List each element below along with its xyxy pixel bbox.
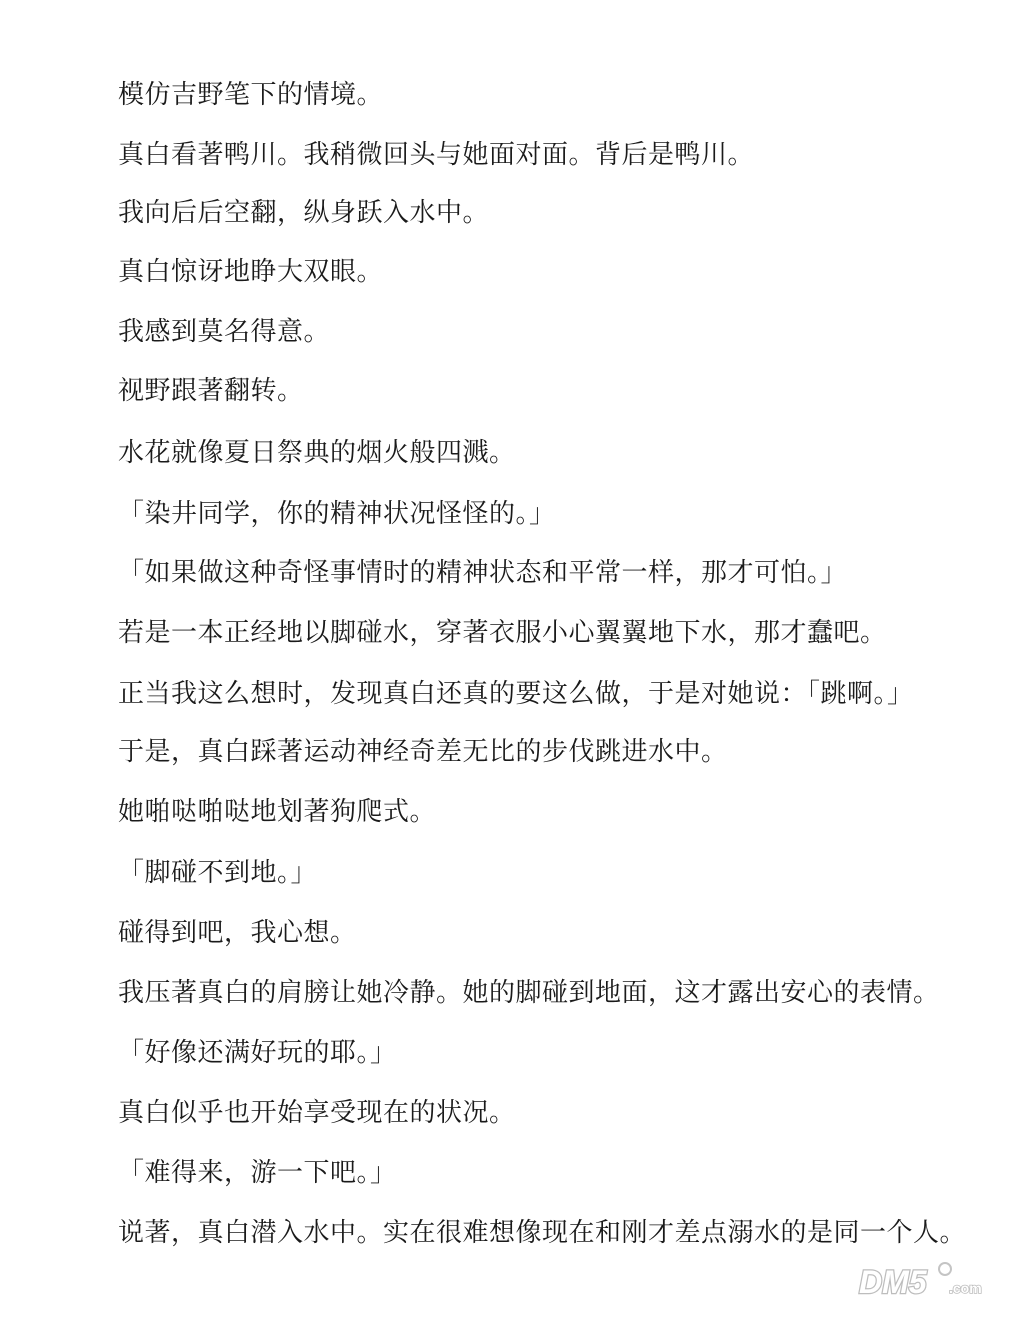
paragraph-line: 水花就像夏日祭典的烟火般四溅。 [118,438,516,468]
paragraph-line: 真白惊讶地睁大双眼。 [118,257,384,287]
paragraph-line: 她啪哒啪哒地划著狗爬式。 [118,797,437,827]
paragraph-line: 「如果做这种奇怪事情时的精神状态和平常一样，那才可怕。」 [118,558,848,588]
watermark-suffix-text: .com [949,1280,982,1296]
paragraph-line: 「脚碰不到地。」 [118,858,318,888]
watermark-logo-text: DM5 [859,1264,927,1300]
paragraph-line: 真白似乎也开始享受现在的状况。 [118,1098,516,1128]
paragraph-line: 我向后后空翻，纵身跃入水中。 [118,198,490,228]
dm5-watermark-logo [853,1257,1003,1305]
paragraph-line: 碰得到吧，我心想。 [118,918,357,948]
paragraph-line: 正当我这么想时，发现真白还真的要这么做，于是对她说：「跳啊。」 [118,679,914,709]
paragraph-line: 真白看著鸭川。我稍微回头与她面对面。背后是鸭川。 [118,140,755,170]
paragraph-line: 说著，真白潜入水中。实在很难想像现在和刚才差点溺水的是同一个人。 [118,1218,967,1248]
paragraph-line: 「难得来，游一下吧。」 [118,1158,397,1188]
paragraph-line: 「染井同学，你的精神状况怪怪的。」 [118,499,556,529]
watermark-swirl-icon [939,1263,951,1275]
paragraph-line: 若是一本正经地以脚碰水，穿著衣服小心翼翼地下水，那才蠢吧。 [118,618,887,648]
paragraph-line: 模仿吉野笔下的情境。 [118,80,384,110]
paragraph-line: 于是，真白踩著运动神经奇差无比的步伐跳进水中。 [118,737,728,767]
paragraph-line: 「好像还满好玩的耶。」 [118,1038,397,1068]
paragraph-line: 我压著真白的肩膀让她冷静。她的脚碰到地面，这才露出安心的表情。 [118,978,940,1008]
paragraph-line: 视野跟著翻转。 [118,376,304,406]
paragraph-line: 我感到莫名得意。 [118,317,331,347]
